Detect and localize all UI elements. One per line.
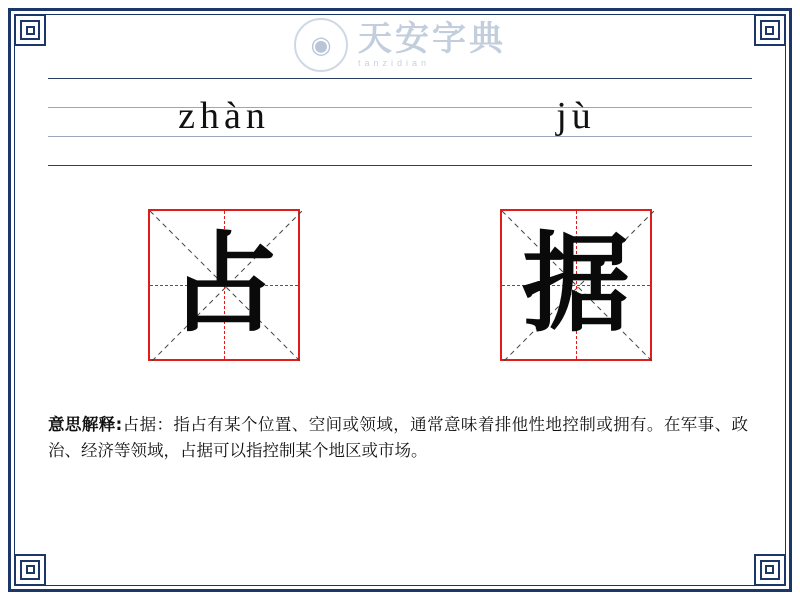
pinyin-row (48, 78, 752, 166)
character-cell-2 (400, 205, 752, 365)
tianzige-grid-1 (148, 209, 300, 361)
pinyin-text-1: zhàn (178, 95, 270, 137)
tianzige-grid-2 (500, 209, 652, 361)
character-glyph-1: 占 (169, 222, 278, 347)
corner-ornament-top-left (10, 10, 50, 50)
pinyin-text-2: jù (556, 95, 596, 137)
watermark-subtitle: tanzidian (358, 58, 431, 68)
corner-ornament-top-right (750, 10, 790, 50)
pinyin-cell-2 (400, 78, 752, 166)
explanation-label: 意思解释: (48, 415, 123, 434)
character-glyph-2: 据 (521, 222, 630, 347)
character-cell-1 (48, 205, 400, 365)
corner-ornament-bottom-left (10, 550, 50, 590)
seal-icon: ◉ (294, 18, 348, 72)
explanation-text: 占据：指占有某个位置、空间或领域，通常意味着排他性地控制或拥有。在军事、政治、经济等领域，占据可以指控制某个地区或市场。 (48, 415, 748, 460)
watermark-title: 天安字典 (358, 19, 506, 59)
character-row (48, 205, 752, 365)
explanation-block (48, 412, 748, 463)
corner-ornament-bottom-right (750, 550, 790, 590)
pinyin-cell-1 (48, 78, 400, 166)
